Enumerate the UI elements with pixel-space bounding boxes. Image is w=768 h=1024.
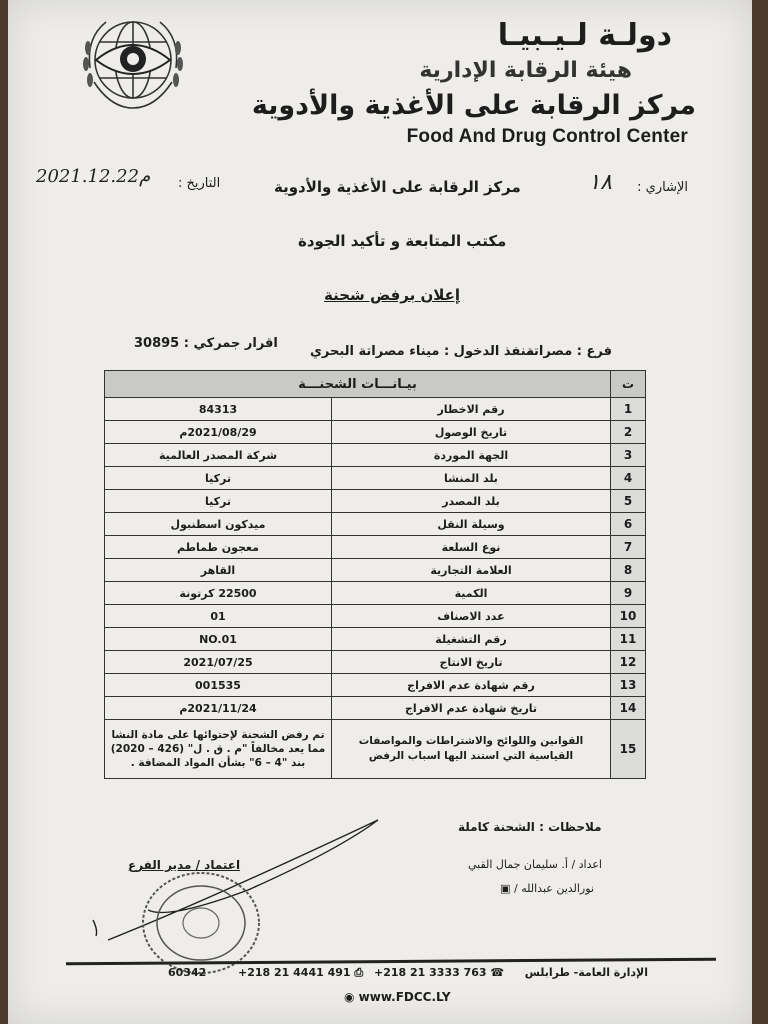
row-label: العلامة التجارية xyxy=(332,559,611,582)
row-label: رقم التشغيلة xyxy=(332,628,611,651)
table-row xyxy=(105,605,646,628)
table-row-reasons xyxy=(105,720,646,779)
table-row xyxy=(105,536,646,559)
table-row xyxy=(105,513,646,536)
table-row xyxy=(105,467,646,490)
row-number: 13 xyxy=(611,674,646,697)
row-label: تاريخ شهادة عدم الافراج xyxy=(332,697,611,720)
row-number: 10 xyxy=(611,605,646,628)
row-number: 9 xyxy=(611,582,646,605)
table-row xyxy=(105,559,646,582)
office-title: مكتب المتابعة و تأكيد الجودة xyxy=(298,232,507,250)
center-heading-en: Food And Drug Control Center xyxy=(406,126,688,147)
fax-icon: ⎙ xyxy=(354,966,364,979)
row-number: 2 xyxy=(611,421,646,444)
row-value: NO.01 xyxy=(105,628,332,651)
footer-website[interactable] xyxy=(344,990,451,1004)
emblem-logo xyxy=(66,8,200,118)
website-text[interactable]: www.FDCC.LY xyxy=(358,990,451,1004)
notice-title: إعلان برفض شحنة xyxy=(324,286,461,304)
row-value: 2021/11/24م xyxy=(105,697,332,720)
row-number: 7 xyxy=(611,536,646,559)
row-label: عدد الاصناف xyxy=(332,605,611,628)
center-subtitle: مركز الرقابة على الأغذية والأدوية xyxy=(274,178,521,196)
entry-port-info: منفذ الدخول : ميناء مصراتة البحري xyxy=(310,344,535,359)
row-value: ميدكون اسطنبول xyxy=(105,513,332,536)
date-value: 2021.12.22م xyxy=(36,166,151,187)
row-value: شركة المصدر العالمية xyxy=(105,444,332,467)
row-value: 2021/07/25 xyxy=(105,651,332,674)
row-number: 11 xyxy=(611,628,646,651)
row-value: 84313 xyxy=(105,398,332,421)
branch-info: فرع : مصراتة xyxy=(526,344,612,359)
row-value: معجون طماطم xyxy=(105,536,332,559)
copy-icon: / ▣ xyxy=(500,882,518,895)
table-row xyxy=(105,490,646,513)
phone-icon: ☎ xyxy=(490,966,505,979)
table-title: بيـانـــات الشحنـــة xyxy=(105,371,611,398)
table-row xyxy=(105,421,646,444)
center-heading-ar: مركز الرقابة على الأغذية والأدوية xyxy=(251,90,696,121)
row-number: 14 xyxy=(611,697,646,720)
customs-declaration: اقرار جمركي : 30895 xyxy=(134,336,278,351)
row-number: 3 xyxy=(611,444,646,467)
table-header-row xyxy=(105,371,646,398)
approval-label: اعتماد / مدير الفرع xyxy=(128,858,241,872)
row-label: بلد المنشا xyxy=(332,467,611,490)
row-value: القاهر xyxy=(105,559,332,582)
row-label: القوانين واللوائح والاشتراطات والمواصفات القياسية التي استند اليها اسباب الرفض xyxy=(332,720,611,779)
row-label: رقم شهادة عدم الافراج xyxy=(332,674,611,697)
footer-phone-1 xyxy=(374,966,504,979)
row-value: تركيا xyxy=(105,490,332,513)
row-value: 001535 xyxy=(105,674,332,697)
globe-icon: ◉ xyxy=(344,990,355,1004)
row-label: الجهة الموردة xyxy=(332,444,611,467)
table-row xyxy=(105,444,646,467)
authority-heading: هيئة الرقابة الإدارية xyxy=(419,58,632,83)
index-column-header: ت xyxy=(611,371,646,398)
table-row xyxy=(105,398,646,421)
document-page xyxy=(8,0,752,1024)
row-label: نوع السلعة xyxy=(332,536,611,559)
reference-label: الإشاري : xyxy=(637,180,688,195)
footer-phone-2 xyxy=(238,966,363,980)
row-number: 5 xyxy=(611,490,646,513)
table-row xyxy=(105,651,646,674)
copy-to xyxy=(500,882,594,895)
reference-value: ١٨ xyxy=(588,170,612,195)
row-label: بلد المصدر xyxy=(332,490,611,513)
table-row xyxy=(105,674,646,697)
phone-2-text: +218 21 4441 491 xyxy=(238,966,351,979)
row-label: تاريخ الوصول xyxy=(332,421,611,444)
row-number: 6 xyxy=(611,513,646,536)
table-row xyxy=(105,582,646,605)
row-label: تاريخ الانتاج xyxy=(332,651,611,674)
prepared-by: اعداد / أ. سليمان جمال القبي xyxy=(467,858,602,871)
footer-fax: 60342 xyxy=(168,966,207,979)
row-number: 1 xyxy=(611,398,646,421)
notes-line: ملاحظات : الشحنة كاملة xyxy=(458,820,602,834)
date-label: التاريخ : xyxy=(178,176,221,191)
country-heading: دولـة لـيـبيـا xyxy=(497,18,672,53)
row-value: 2021/08/29م xyxy=(105,421,332,444)
phone-1-text: +218 21 3333 763 xyxy=(374,966,487,979)
row-number: 4 xyxy=(611,467,646,490)
row-number: 12 xyxy=(611,651,646,674)
table-row xyxy=(105,697,646,720)
row-value: 01 xyxy=(105,605,332,628)
row-number: 8 xyxy=(611,559,646,582)
copy-name: نورالدين عبدالله xyxy=(521,882,594,895)
shipment-data-table xyxy=(104,370,646,779)
row-label: الكمية xyxy=(332,582,611,605)
row-value: تم رفض الشحنة لإحتوائها على مادة النشا مما يعد مخالفاً "م . ق . ل" (426 – 2020) بند "4 – 6" بشأن المواد المضافة . xyxy=(105,720,332,779)
row-value: 22500 كرتونة xyxy=(105,582,332,605)
row-value: تركيا xyxy=(105,467,332,490)
table-row xyxy=(105,628,646,651)
row-label: وسيلة النقل xyxy=(332,513,611,536)
row-number: 15 xyxy=(611,720,646,779)
footer-admin: الإدارة العامة- طرابلس xyxy=(524,966,648,979)
row-label: رقم الاخطار xyxy=(332,398,611,421)
